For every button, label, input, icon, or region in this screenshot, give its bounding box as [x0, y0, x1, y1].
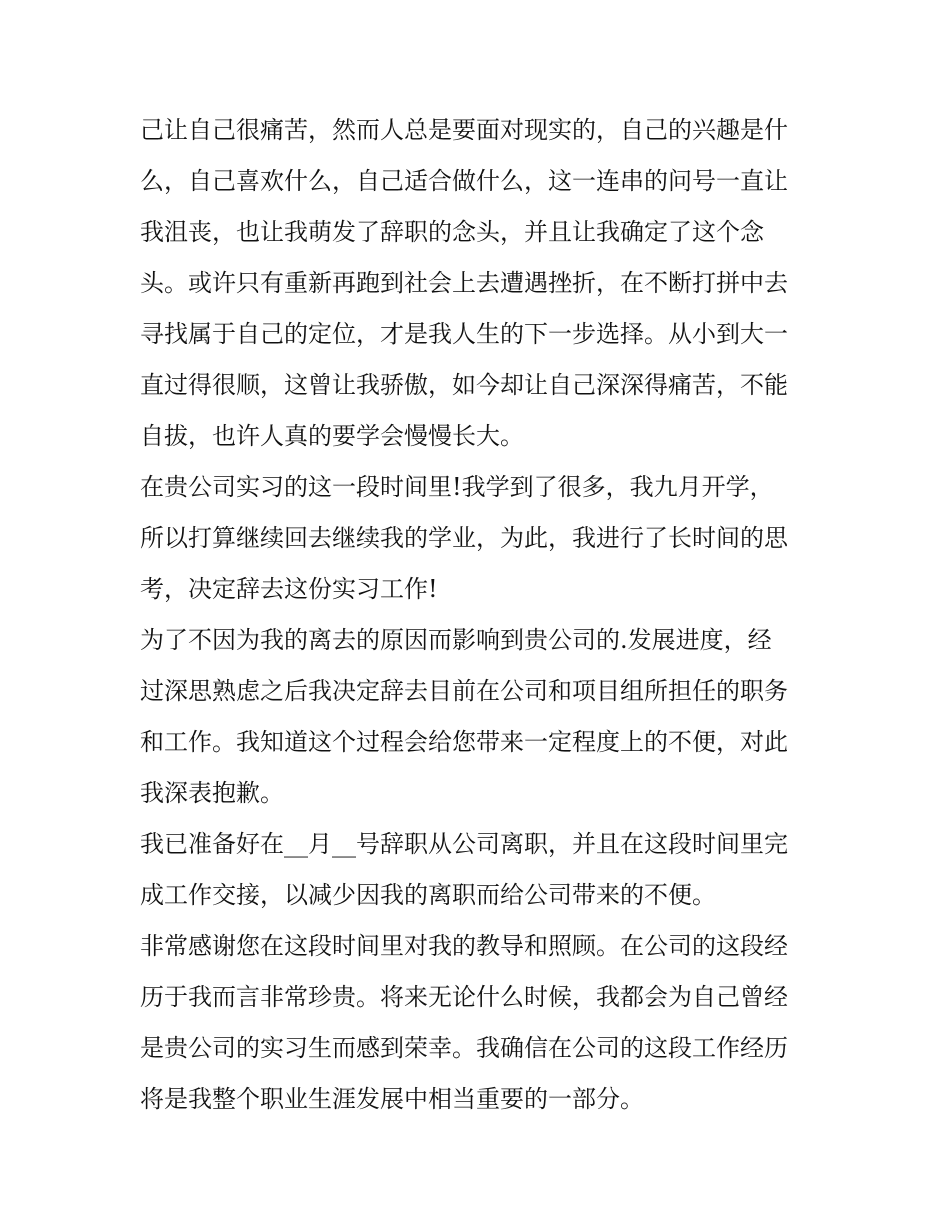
text-line: 历于我而言非常珍贵。将来无论什么时候，我都会为自己曾经 — [140, 983, 788, 1011]
text-line: 在贵公司实习的这一段时间里!我学到了很多，我九月开学， — [140, 473, 774, 501]
text-line: 和工作。我知道这个过程会给您带来一定程度上的不便，对此 — [140, 728, 788, 756]
text-line: 自拔，也许人真的要学会慢慢长大。 — [140, 422, 524, 450]
text-line: 为了不因为我的离去的原因而影响到贵公司的.发展进度，经 — [140, 626, 772, 654]
text-line: 直过得很顺，这曾让我骄傲，如今却让自己深深得痛苦，不能 — [140, 371, 788, 399]
text-line: 考，决定辞去这份实习工作! — [140, 575, 438, 603]
text-line: 我沮丧，也让我萌发了辞职的念头，并且让我确定了这个念 — [140, 218, 764, 246]
text-line: 己让自己很痛苦，然而人总是要面对现实的，自己的兴趣是什 — [140, 116, 788, 144]
text-line: 寻找属于自己的定位，才是我人生的下一步选择。从小到大一 — [140, 320, 788, 348]
text-line: 是贵公司的实习生而感到荣幸。我确信在公司的这段工作经历 — [140, 1034, 788, 1062]
text-line: 么，自己喜欢什么，自己适合做什么，这一连串的问号一直让 — [140, 167, 788, 195]
text-line: 头。或许只有重新再跑到社会上去遭遇挫折，在不断打拼中去 — [140, 269, 788, 297]
text-line: 过深思熟虑之后我决定辞去目前在公司和项目组所担任的职务 — [140, 677, 788, 705]
text-line: 我已准备好在__月__号辞职从公司离职，并且在这段时间里完 — [140, 830, 788, 858]
text-line: 我深表抱歉。 — [140, 779, 284, 807]
text-line: 成工作交接，以减少因我的离职而给公司带来的不便。 — [140, 881, 716, 909]
text-line: 将是我整个职业生涯发展中相当重要的一部分。 — [140, 1085, 644, 1113]
document-body — [140, 105, 812, 1125]
text-line: 所以打算继续回去继续我的学业，为此，我进行了长时间的思 — [140, 524, 788, 552]
text-line: 非常感谢您在这段时间里对我的教导和照顾。在公司的这段经 — [140, 932, 788, 960]
